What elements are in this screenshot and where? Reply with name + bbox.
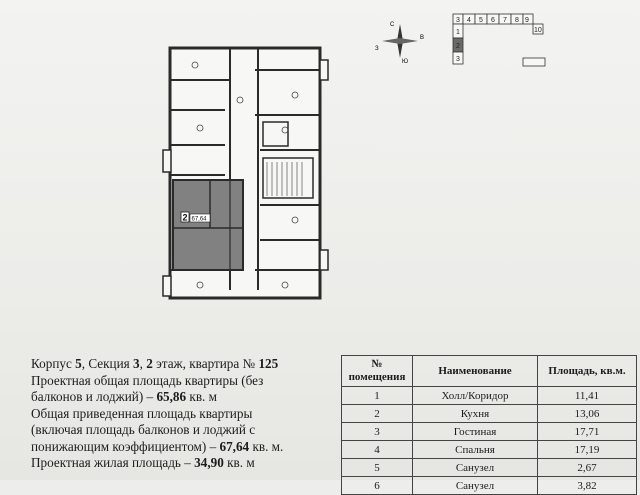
room-area: 17,19 bbox=[538, 441, 637, 459]
info-line-2: Проектная общая площадь квартиры (без bbox=[31, 372, 264, 388]
room-number: 5 bbox=[342, 459, 413, 477]
key-label: 5 bbox=[479, 17, 483, 24]
room-number: 1 bbox=[342, 387, 413, 405]
table-header-row bbox=[342, 356, 637, 387]
key-label: 1 bbox=[456, 29, 460, 36]
key-label: 6 bbox=[491, 17, 495, 24]
table-row bbox=[342, 405, 637, 423]
header-room-number: № помещения bbox=[342, 356, 413, 387]
room-number: 4 bbox=[342, 441, 413, 459]
compass-west: З bbox=[375, 46, 379, 52]
floor-plan bbox=[155, 40, 335, 300]
header-room-name: Наименование bbox=[413, 356, 538, 387]
compass-north: С bbox=[390, 22, 395, 28]
room-name: Спальня bbox=[413, 441, 538, 459]
highlighted-apartment bbox=[173, 180, 243, 270]
info-line-3: балконов и лоджий) – 65,86 кв. м bbox=[31, 389, 217, 404]
table-row bbox=[342, 441, 637, 459]
apartment-area-label: 67,64 bbox=[191, 216, 207, 223]
info-line-7: Проектная жилая площадь – 34,90 кв. м bbox=[31, 455, 255, 470]
info-line-4: Общая приведенная площадь квартиры bbox=[31, 405, 253, 421]
room-name: Гостиная bbox=[413, 423, 538, 441]
room-area: 17,71 bbox=[538, 423, 637, 441]
room-name: Холл/Коридор bbox=[413, 387, 538, 405]
key-label: 3 bbox=[456, 17, 460, 24]
compass-south: Ю bbox=[402, 59, 409, 65]
section-key-plan bbox=[445, 10, 555, 68]
key-label: 3 bbox=[456, 56, 460, 63]
rooms-table bbox=[341, 355, 637, 495]
key-label: 4 bbox=[467, 17, 471, 24]
apartment-rooms-label: 2 bbox=[182, 212, 188, 223]
table-row bbox=[342, 459, 637, 477]
room-name: Санузел bbox=[413, 477, 538, 495]
room-name: Кухня bbox=[413, 405, 538, 423]
room-number: 3 bbox=[342, 423, 413, 441]
compass-east: В bbox=[420, 35, 425, 41]
info-line-1: Корпус 5, Секция 3, 2 этаж, квартира № 125 bbox=[31, 356, 279, 371]
room-name: Санузел bbox=[413, 459, 538, 477]
info-line-5: (включая площадь балконов и лоджий с bbox=[31, 422, 256, 437]
key-label: 10 bbox=[534, 27, 542, 34]
room-number: 6 bbox=[342, 477, 413, 495]
key-label: 8 bbox=[515, 17, 519, 24]
room-area: 3,82 bbox=[538, 477, 637, 495]
apartment-info bbox=[31, 356, 331, 472]
room-area: 11,41 bbox=[538, 387, 637, 405]
table-row bbox=[342, 387, 637, 405]
room-area: 2,67 bbox=[538, 459, 637, 477]
key-label: 9 bbox=[525, 17, 529, 24]
compass-rose-icon bbox=[370, 16, 430, 66]
key-label: 2 bbox=[456, 43, 460, 50]
table-row bbox=[342, 477, 637, 495]
key-label: 7 bbox=[503, 17, 507, 24]
info-line-6: понижающим коэффициентом) – 67,64 кв. м. bbox=[31, 438, 284, 454]
table-row bbox=[342, 423, 637, 441]
room-area: 13,06 bbox=[538, 405, 637, 423]
room-number: 2 bbox=[342, 405, 413, 423]
header-room-area: Площадь, кв.м. bbox=[538, 356, 637, 387]
